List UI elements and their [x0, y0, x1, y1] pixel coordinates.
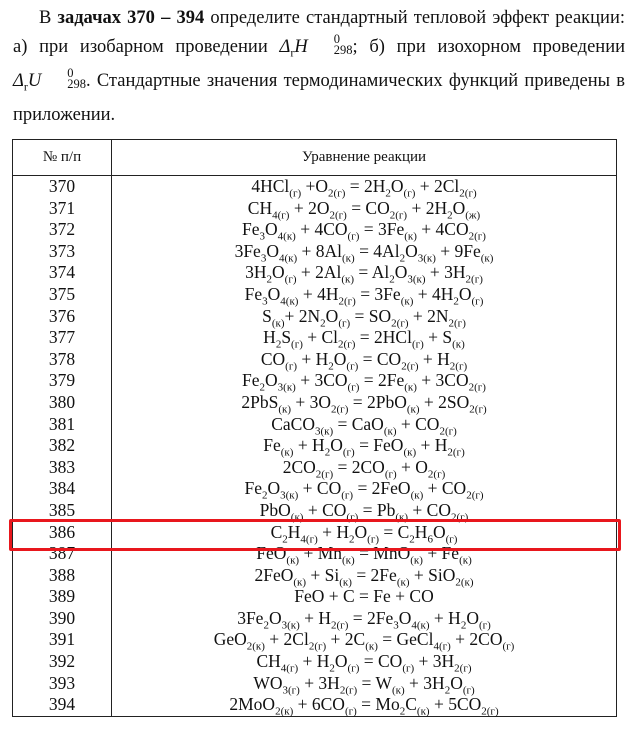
- reaction-number: 371: [13, 198, 112, 220]
- intro-paragraph: [13, 4, 625, 129]
- reaction-number: 378: [13, 349, 112, 371]
- reaction-number: 386: [13, 522, 112, 544]
- reaction-equation: $S_{(к)}+ 2N_2O_{(г)} = SO_{2(г)} + 2N_{2(г)}$: [112, 306, 617, 328]
- intro-text-4: . Стандартные значения термодинамических функций приведены в приложении.: [13, 70, 625, 125]
- header-equation: Уравнение реакции: [112, 140, 617, 176]
- reaction-equation: $4HCl_{(г)} +O_{2(г)} = 2H_2O_{(г)} + 2Cl_{2(г)}$: [112, 176, 617, 198]
- reaction-equation: $2FeO_{(к)} + Si_{(к)} = 2Fe_{(к)} + SiO_{2(к)}$: [112, 565, 617, 587]
- superscript-zero: 0: [333, 32, 340, 47]
- table-row: [13, 327, 617, 349]
- reaction-number: 387: [13, 543, 112, 565]
- reaction-number: 390: [13, 608, 112, 630]
- table-row: [13, 284, 617, 306]
- reaction-number: 392: [13, 651, 112, 673]
- reaction-number: 385: [13, 500, 112, 522]
- table-row: [13, 522, 617, 544]
- table-row: [13, 457, 617, 479]
- reaction-equation: $CO_{(г)} + H_2O_{(г)} = CO_{2(г)} + H_{2(г)}$: [112, 349, 617, 371]
- table-row: [13, 543, 617, 565]
- reaction-equation: $3Fe_2O_{3(к)} + H_{2(г)} = 2Fe_3O_{4(к)} + H_2O_{(г)}$: [112, 608, 617, 630]
- reaction-equation: $3H_2O_{(г)} + 2Al_{(к)} = Al_2O_{3(к)} + 3H_{2(г)}$: [112, 262, 617, 284]
- reaction-equation: $2MoO_{2(к)} + 6CO_{(г)} = Mo_2C_{(к)} + 5CO_{2(г)}$: [112, 694, 617, 716]
- reaction-number: 372: [13, 219, 112, 241]
- table-row: [13, 629, 617, 651]
- table-row: [13, 673, 617, 695]
- reaction-number: 379: [13, 370, 112, 392]
- reaction-number: 384: [13, 478, 112, 500]
- reaction-equation: $C_2H_{4(г)} + H_2O_{(г)} = C_2H_6O_{(г)}$: [112, 522, 617, 544]
- table-row: [13, 349, 617, 371]
- reaction-equation: $Fe_{(к)} + H_2O_{(г)} = FeO_{(к)} + H_{2(г)}$: [112, 435, 617, 457]
- reaction-number: 382: [13, 435, 112, 457]
- delta-symbol: Δ: [279, 36, 291, 57]
- table-row: [13, 478, 617, 500]
- reaction-number: 388: [13, 565, 112, 587]
- internal-energy-symbol: [13, 66, 86, 94]
- reaction-equation: $CH_{4(г)} + 2O_{2(г)} = CO_{2(г)} + 2H_2O_{(ж)}$: [112, 198, 617, 220]
- reaction-equation: $GeO_{2(к)} + 2Cl_{2(г)} + 2C_{(к)}$ = GeCl$_{4(г)}$ + $2CO_{(г)}$: [112, 629, 617, 651]
- table-row: [13, 370, 617, 392]
- table-row: [13, 414, 617, 436]
- reaction-number: 380: [13, 392, 112, 414]
- reaction-equation: $PbO_{(к)} + CO_{(г)} = Pb_{(к)} + CO_{2(г)}$: [112, 500, 617, 522]
- r-subscript: r: [23, 79, 28, 94]
- intro-text-3: ; б) при изохорном проведении: [352, 36, 625, 57]
- reaction-equation: CaCO$_{3(к)}$ = $CaO_{(к)} + CO_{2(г)}$: [112, 414, 617, 436]
- reaction-equation: $2PbS_{(к)} + 3O_{2(г)} = 2PbO_{(к)} + 2SO_{2(г)}$: [112, 392, 617, 414]
- reaction-equation: $2CO_{2(г)} = 2CO_{(г)} + O_{2(г)}$: [112, 457, 617, 479]
- superscript-zero: 0: [67, 66, 74, 81]
- index-stack: [308, 34, 353, 56]
- table-row: [13, 392, 617, 414]
- table-row: [13, 565, 617, 587]
- table-row: [13, 198, 617, 220]
- reaction-equation: $Fe_3O_{4(к)} + 4H_{2(г)} = 3Fe_{(к)} + 4H_2O_{(г)}$: [112, 284, 617, 306]
- reaction-equation: $Fe_2O_{3(к)} + 3CO_{(г)} = 2Fe_{(к)} + 3CO_{2(г)}$: [112, 370, 617, 392]
- table-row: [13, 500, 617, 522]
- intro-text-1: В: [39, 8, 58, 28]
- reaction-equation: $Fe_2O_{3(к)} + CO_{(г)} = 2FeO_{(к)} + CO_{2(г)}$: [112, 478, 617, 500]
- table-row: [13, 176, 617, 198]
- task-range: задачах 370 – 394: [57, 8, 205, 28]
- reaction-number: 381: [13, 414, 112, 436]
- reaction-equation: $CH_{4(г)} + H_2O_{(г)} = CO_{(г)} + 3H_{2(г)}$: [112, 651, 617, 673]
- reaction-equation: $Fe_3O_{4(к)} + 4CO_{(г)} = 3Fe_{(к)} + 4CO_{2(г)}$: [112, 219, 617, 241]
- reaction-equation: FeO + C = Fe + CO: [112, 586, 617, 608]
- subscript-298: 298: [333, 43, 353, 58]
- reaction-number: 393: [13, 673, 112, 695]
- intro-text-2: определите стандартный тепловой эффект реакции: а) при изобарном проведении: [13, 8, 625, 57]
- table-row: [13, 241, 617, 263]
- reactions-table: [12, 139, 617, 717]
- reaction-equation: $H_2S_{(г)} + Cl_{2(г)} = 2HCl_{(г)} + S_{(к)}$: [112, 327, 617, 349]
- reaction-number: 370: [13, 176, 112, 198]
- h-symbol: H: [294, 36, 308, 57]
- reaction-equation: $WO_{3(г)} + 3H_{2(г)} = W_{(к)} + 3H_2O_{(г)}$: [112, 673, 617, 695]
- delta-symbol: Δ: [13, 70, 24, 91]
- subscript-298: 298: [67, 77, 86, 92]
- header-number: № п/п: [13, 140, 112, 176]
- u-symbol: U: [27, 70, 42, 91]
- reaction-number: 373: [13, 241, 112, 263]
- r-subscript: r: [290, 45, 295, 60]
- table-row: [13, 262, 617, 284]
- table-row: [13, 694, 617, 716]
- reaction-number: 374: [13, 262, 112, 284]
- table-row: [13, 435, 617, 457]
- table-header-row: [13, 140, 617, 176]
- table-row: [13, 219, 617, 241]
- reaction-number: 377: [13, 327, 112, 349]
- table-row: [13, 651, 617, 673]
- reaction-number: 394: [13, 694, 112, 716]
- index-stack: [41, 68, 86, 90]
- reaction-number: 376: [13, 306, 112, 328]
- enthalpy-symbol: [279, 32, 353, 60]
- reaction-number: 391: [13, 629, 112, 651]
- table-row: [13, 586, 617, 608]
- reaction-equation: $FeO_{(к)} + Mn_{(к)} = MnO_{(к)} + Fe_{(к)}$: [112, 543, 617, 565]
- table-body: [13, 176, 617, 717]
- reaction-number: 389: [13, 586, 112, 608]
- reaction-number: 383: [13, 457, 112, 479]
- table-row: [13, 608, 617, 630]
- table-row: [13, 306, 617, 328]
- reaction-number: 375: [13, 284, 112, 306]
- reaction-equation: $3Fe_3O_{4(к)} + 8Al_{(к)} = 4Al_2O_{3(к)} + 9Fe_{(к)}$: [112, 241, 617, 263]
